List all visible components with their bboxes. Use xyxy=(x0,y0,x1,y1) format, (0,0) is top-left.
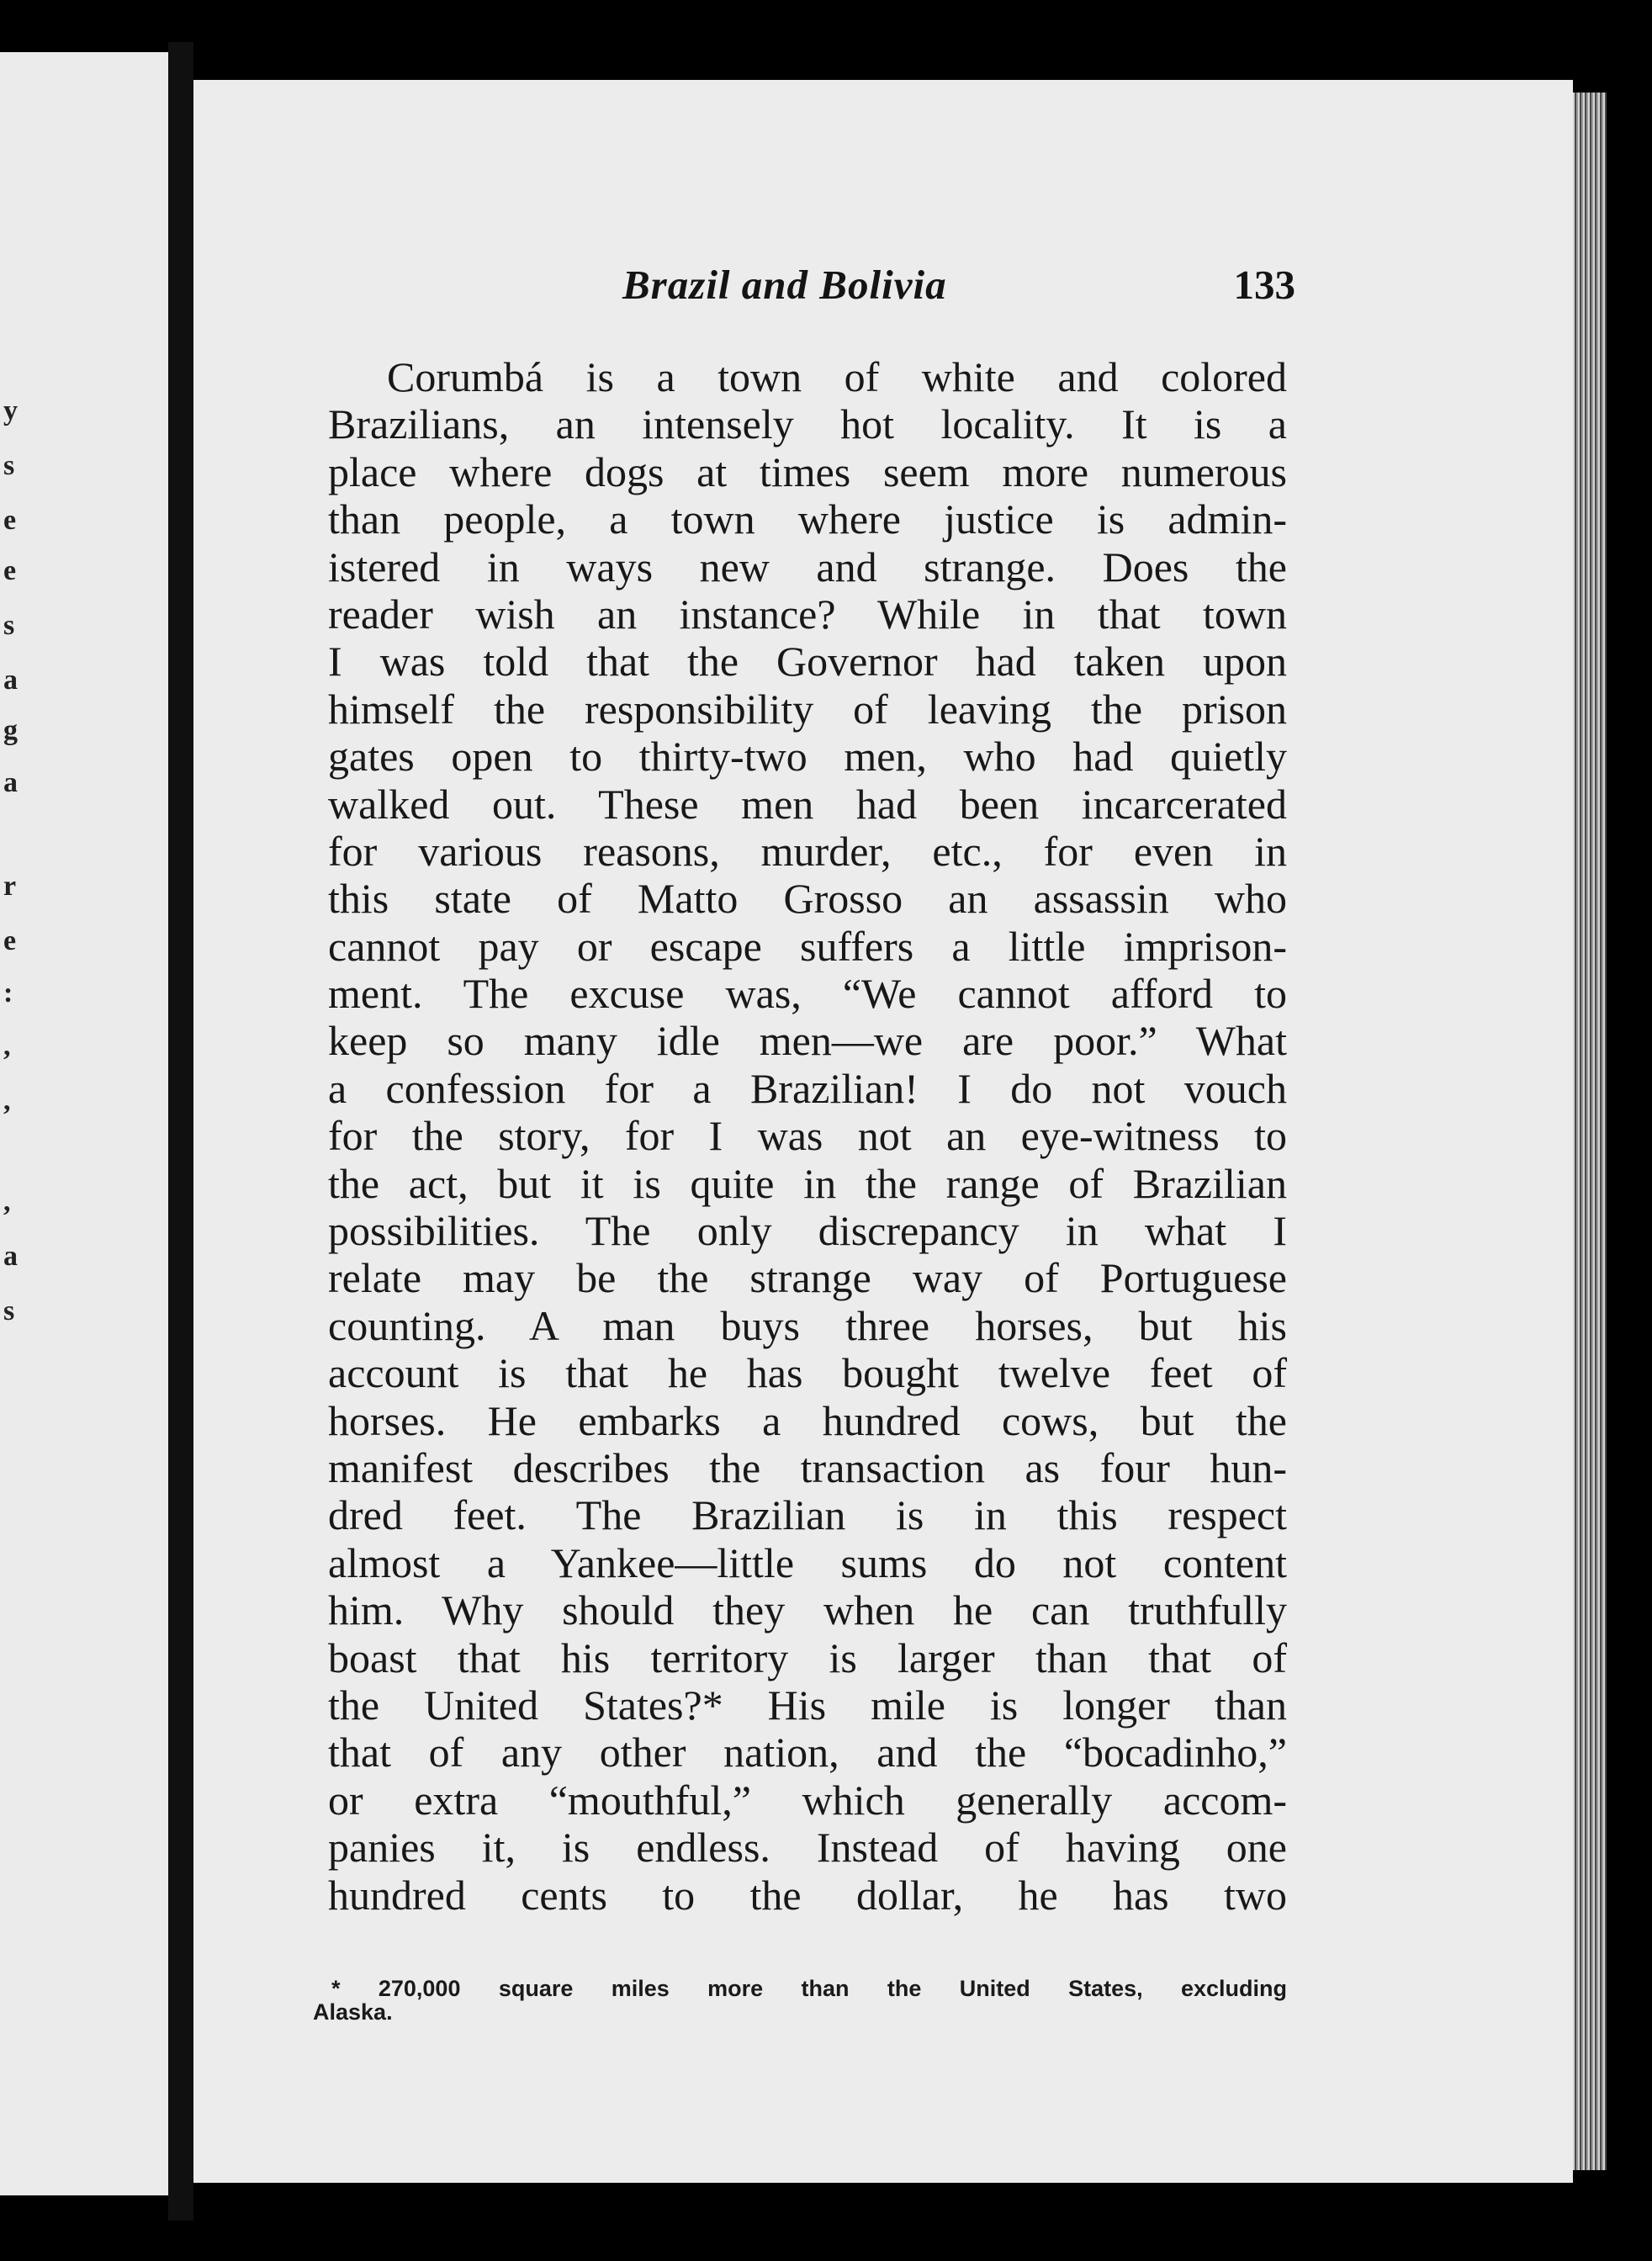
left-page-fragment: a xyxy=(3,1241,18,1272)
footnote-line: Alaska. xyxy=(313,1999,393,2025)
text-line: account is that he has bought twelve feet of xyxy=(328,1349,1287,1397)
book-gutter xyxy=(168,42,193,2221)
left-page-fragment: e xyxy=(3,555,17,586)
previous-page-edge xyxy=(0,52,168,2195)
text-line: place where dogs at times seem more numerous xyxy=(328,447,1287,495)
text-line: almost a Yankee—little sums do not content xyxy=(328,1538,1287,1586)
text-line: boast that his territory is larger than that of xyxy=(328,1634,1287,1681)
text-line: a confession for a Brazilian! I do not vouch xyxy=(328,1064,1287,1112)
running-title: Brazil and Bolivia xyxy=(622,262,947,308)
text-line: dred feet. The Brazilian is in this respect xyxy=(328,1491,1287,1539)
text-line: for various reasons, murder, etc., for even in xyxy=(328,827,1287,875)
body-text xyxy=(328,353,1287,1919)
text-line: cannot pay or escape suffers a little imprison- xyxy=(328,922,1287,970)
text-line: I was told that the Governor had taken upon xyxy=(328,638,1287,686)
text-line: him. Why should they when he can truthfully xyxy=(328,1586,1287,1634)
text-line: the act, but it is quite in the range of Brazilian xyxy=(328,1159,1287,1207)
text-line: possibilities. The only discrepancy in what I xyxy=(328,1207,1287,1255)
text-line: for the story, for I was not an eye-witness to xyxy=(328,1112,1287,1160)
left-page-fragment: e xyxy=(3,505,17,536)
text-line: relate may be the strange way of Portuguese xyxy=(328,1254,1287,1302)
text-line: walked out. These men had been incarcerated xyxy=(328,780,1287,828)
text-line: the United States?* His mile is longer than xyxy=(328,1681,1287,1729)
text-line: that of any other nation, and the “bocadinho,” xyxy=(328,1729,1287,1776)
left-page-fragment: a xyxy=(3,767,18,798)
left-page-fragment: , xyxy=(3,1030,11,1062)
text-line: this state of Matto Grosso an assassin who xyxy=(328,875,1287,923)
left-page-fragment: s xyxy=(3,1295,15,1326)
left-page-fragment: s xyxy=(3,450,15,481)
left-page-fragment: s xyxy=(3,610,15,641)
text-line: counting. A man buys three horses, but his xyxy=(328,1301,1287,1349)
footnote xyxy=(313,1977,1287,2024)
page-number: 133 xyxy=(1233,262,1295,308)
text-line: Brazilians, an intensely hot locality. It is a xyxy=(328,400,1287,448)
left-page-fragment: e xyxy=(3,925,17,956)
text-line: horses. He embarks a hundred cows, but the xyxy=(328,1396,1287,1444)
text-line: ment. The excuse was, “We cannot afford to xyxy=(328,970,1287,1018)
page-stack-edge xyxy=(1573,93,1607,2170)
text-line: manifest describes the transaction as four hun- xyxy=(328,1443,1287,1491)
text-line: Corumbá is a town of white and colored xyxy=(387,353,1287,400)
left-page-fragment: , xyxy=(3,1186,11,1217)
text-line: keep so many idle men—we are poor.” What xyxy=(328,1017,1287,1065)
text-line: than people, a town where justice is admin- xyxy=(328,495,1287,543)
text-line: istered in ways new and strange. Does the xyxy=(328,543,1287,590)
left-page-fragment: g xyxy=(3,715,18,746)
text-line: reader wish an instance? While in that town xyxy=(328,590,1287,638)
left-page-fragment: y xyxy=(3,395,18,426)
text-line: hundred cents to the dollar, he has two xyxy=(328,1871,1287,1919)
text-line: himself the responsibility of leaving the prison xyxy=(328,685,1287,733)
left-page-fragment: r xyxy=(3,871,17,902)
text-line: or extra “mouthful,” which generally accom- xyxy=(328,1776,1287,1824)
text-line: panies it, is endless. Instead of having one xyxy=(328,1824,1287,1872)
text-line: gates open to thirty-two men, who had quietly xyxy=(328,733,1287,781)
left-page-fragment: : xyxy=(3,977,13,1009)
left-page-fragment: a xyxy=(3,665,18,696)
left-page-fragment: , xyxy=(3,1085,11,1116)
running-head xyxy=(404,261,1295,328)
footnote-line: * 270,000 square miles more than the United States, excluding xyxy=(331,1976,1287,2001)
